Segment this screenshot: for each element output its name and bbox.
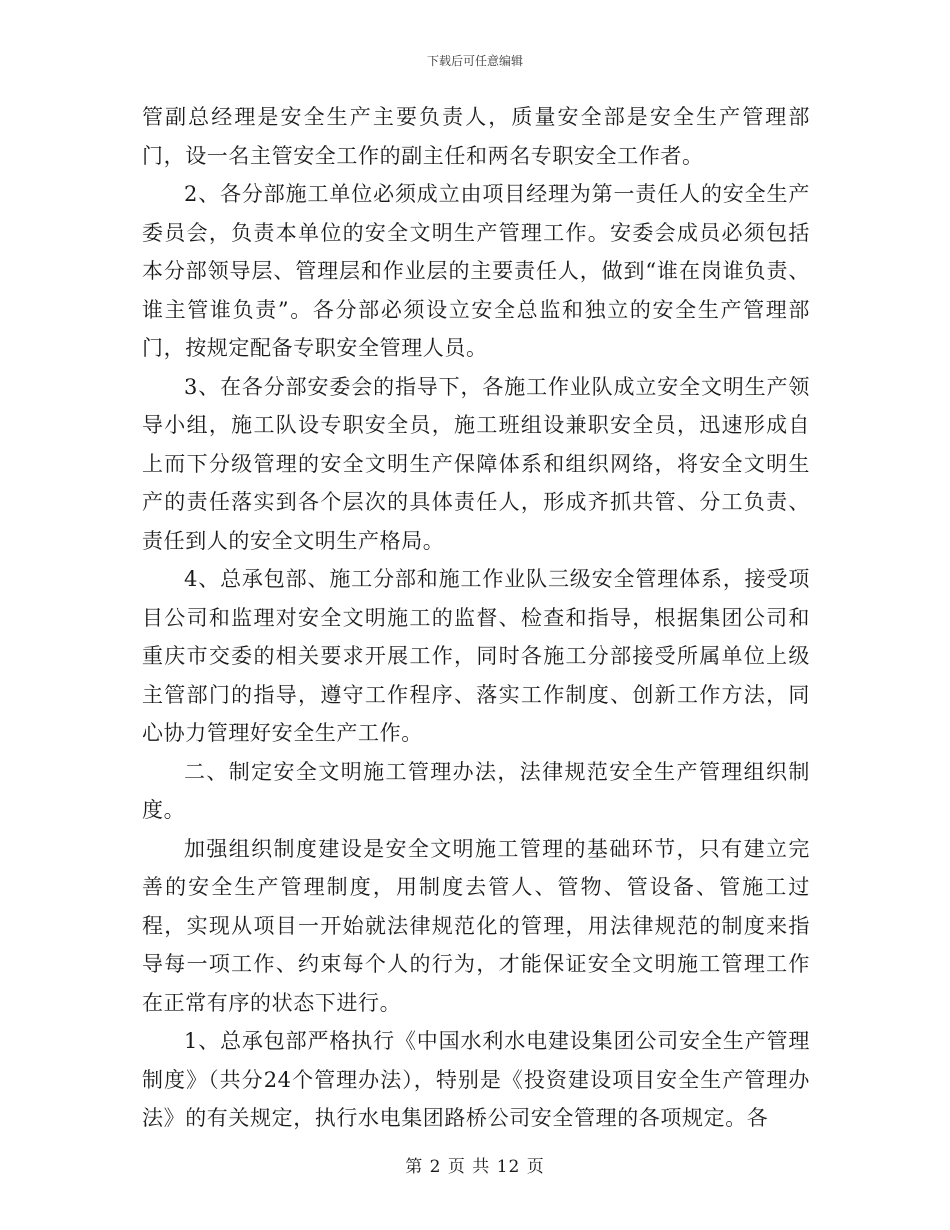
paragraph-4: 4、总承包部、施工分部和施工作业队三级安全管理体系，接受项目公司和监理对安全文明施工的监督、检查和指导，根据集团公司和重庆市交委的相关要求开展工作，同时各施工分部接受所属单位上级主管部门的指导，遵守工作程序、落实工作制度、创新工作方法，同心协力管理好安全生产工作。 (142, 567, 810, 745)
document-body (142, 98, 810, 1138)
paragraph-intro: 加强组织制度建设是安全文明施工管理的基础环节，只有建立完善的安全生产管理制度，用制度去管人、管物、管设备、管施工过程，实现从项目一开始就法律规范化的管理，用法律规范的制度来指导每一项工作、约束每个人的行为，才能保证安全文明施工管理工作在正常有序的状态下进行。 (142, 836, 810, 1015)
section-heading-2: 二、制定安全文明施工管理办法，法律规范安全生产管理组织制度。 (142, 759, 810, 822)
page-header: 下载后可任意编辑 (426, 54, 523, 68)
page-footer: 第 2 页 共 12 页 (405, 1157, 545, 1177)
paragraph-item-1: 1、总承包部严格执行《中国水利水电建设集团公司安全生产管理制度》（共分24个管理办法），特别是《投资建设项目安全生产管理办法》的有关规定，执行水电集团路桥公司安全管理的各项规定。各 (142, 1029, 810, 1130)
paragraph-3: 3、在各分部安委会的指导下，各施工作业队成立安全文明生产领导小组，施工队设专职安全员，施工班组设兼职安全员，迅速形成自上而下分级管理的安全文明生产保障体系和组织网络，将安全文明生产的责任落实到各个层次的具体责任人，形成齐抓共管、分工负责、责任到人的安全文明生产格局。 (142, 374, 810, 553)
paragraph-2: 2、各分部施工单位必须成立由项目经理为第一责任人的安全生产委员会，负责本单位的安全文明生产管理工作。安委会成员必须包括本分部领导层、管理层和作业层的主要责任人，做到“谁在岗谁负责、谁主管谁负责”。各分部必须设立安全总监和独立的安全生产管理部门，按规定配备专职安全管理人员。 (142, 182, 810, 360)
paragraph-continued: 管副总经理是安全生产主要负责人，质量安全部是安全生产管理部门，设一名主管安全工作的副主任和两名专职安全工作者。 (142, 105, 810, 168)
